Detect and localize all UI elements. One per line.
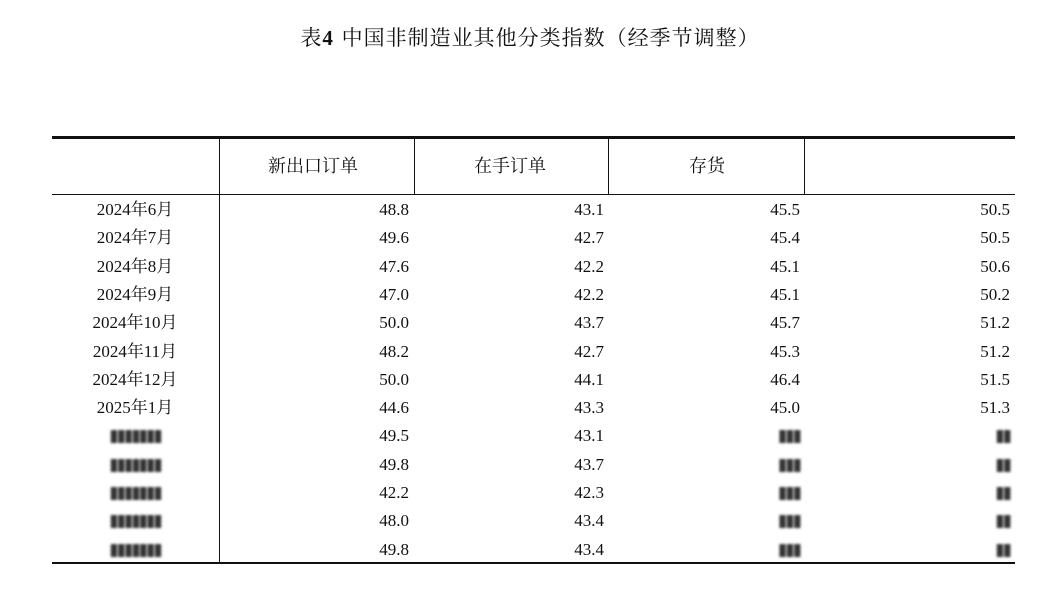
row-value-cell: 44.1 (574, 369, 604, 389)
row-month-cell: 2024年11月 (92, 341, 178, 361)
row-month-cell: 2024年10月 (92, 313, 178, 333)
illegible-value-smudge: ▮▮ (995, 483, 1010, 502)
row-value-cell: 43.3 (574, 398, 604, 418)
row-value-cell: 43.1 (574, 426, 604, 446)
scan-fade (925, 110, 1025, 134)
table-header-rule (52, 194, 1015, 195)
row-value-cell: 42.7 (574, 341, 604, 361)
row-month-cell: 2025年1月 (96, 398, 174, 418)
column-divider (414, 138, 415, 194)
row-month-cell: 2024年9月 (96, 284, 174, 304)
table-row (52, 394, 1015, 422)
row-value-cell: 42.2 (574, 284, 604, 304)
row-month-cell: 2024年6月 (96, 200, 174, 219)
row-value-cell: 43.7 (574, 313, 604, 333)
table-row (52, 422, 1015, 450)
row-value-cell: 49.5 (379, 426, 409, 446)
illegible-value-smudge: ▮▮▮ (777, 511, 800, 531)
row-value-cell: 45.7 (770, 313, 800, 333)
row-month-cell: 2024年7月 (96, 228, 174, 248)
row-value-cell: 43.1 (574, 200, 604, 219)
table-row (52, 536, 1015, 564)
row-value-cell: 44.6 (379, 398, 409, 418)
row-value-cell: 50.0 (379, 369, 409, 389)
row-value-cell: 50.0 (379, 313, 409, 333)
table-row (52, 338, 1015, 366)
header-new-export-orders: 新出口订单 (268, 156, 358, 177)
row-value-cell: 45.1 (770, 284, 800, 304)
row-value-cell: 51.2 (980, 341, 1010, 361)
row-value-cell: 51.3 (980, 398, 1010, 418)
row-value-cell: 48.2 (379, 341, 409, 361)
illegible-month-smudge: ▮▮▮▮▮▮▮ (109, 454, 161, 474)
row-value-cell: 43.4 (574, 539, 604, 559)
row-value-cell: 50.6 (980, 256, 1010, 276)
table-row (52, 507, 1015, 535)
row-value-cell: 42.2 (379, 483, 409, 502)
row-value-cell: 43.4 (574, 511, 604, 531)
table-row (52, 479, 1015, 507)
row-month-cell: 2024年12月 (92, 369, 178, 389)
illegible-value-smudge: ▮▮▮ (777, 426, 800, 446)
row-value-cell: 45.0 (770, 398, 800, 418)
row-value-cell: 42.2 (574, 256, 604, 276)
row-value-cell: 45.3 (770, 341, 800, 361)
row-value-cell: 46.4 (770, 369, 800, 389)
row-value-cell: 45.1 (770, 256, 800, 276)
table-row (52, 451, 1015, 479)
illegible-value-smudge: ▮▮ (995, 511, 1010, 531)
row-value-cell: 43.7 (574, 454, 604, 474)
illegible-value-smudge: ▮▮ (995, 426, 1010, 446)
row-value-cell: 50.5 (980, 228, 1010, 248)
row-value-cell: 48.8 (379, 200, 409, 219)
row-value-cell: 48.0 (379, 511, 409, 531)
illegible-value-smudge: ▮▮▮ (777, 539, 800, 559)
illegible-month-smudge: ▮▮▮▮▮▮▮ (109, 426, 161, 446)
row-value-cell: 49.8 (379, 454, 409, 474)
row-value-cell: 47.6 (379, 256, 409, 276)
table-row (52, 224, 1015, 252)
row-value-cell: 51.2 (980, 313, 1010, 333)
row-value-cell: 42.3 (574, 483, 604, 502)
illegible-value-smudge: ▮▮▮ (777, 454, 800, 474)
title-number: 4 (322, 26, 334, 50)
table-row (52, 196, 1015, 224)
illegible-month-smudge: ▮▮▮▮▮▮▮ (109, 483, 161, 502)
row-value-cell: 42.7 (574, 228, 604, 248)
illegible-value-smudge: ▮▮ (995, 454, 1010, 474)
row-month-cell: 2024年8月 (96, 256, 174, 276)
table-row (52, 281, 1015, 309)
table-top-rule (52, 136, 1015, 139)
row-value-cell: 49.6 (379, 228, 409, 248)
column-divider (804, 138, 805, 194)
table-row (52, 253, 1015, 281)
row-value-cell: 50.5 (980, 200, 1010, 219)
row-value-cell: 45.5 (770, 200, 800, 219)
table-row (52, 366, 1015, 394)
table-row (52, 309, 1015, 337)
row-value-cell: 50.2 (980, 284, 1010, 304)
row-value-cell: 47.0 (379, 284, 409, 304)
title-text: 中国非制造业其他分类指数（经季节调整） (333, 26, 760, 50)
illegible-month-smudge: ▮▮▮▮▮▮▮ (109, 539, 161, 559)
table-title (0, 22, 1060, 52)
header-inventory: 存货 (689, 156, 725, 177)
illegible-month-smudge: ▮▮▮▮▮▮▮ (109, 511, 161, 531)
header-backlog-orders: 在手订单 (474, 156, 546, 177)
row-value-cell: 49.8 (379, 539, 409, 559)
title-prefix: 表 (300, 26, 323, 50)
column-divider (608, 138, 609, 194)
row-value-cell: 51.5 (980, 369, 1010, 389)
row-value-cell: 45.4 (770, 228, 800, 248)
illegible-value-smudge: ▮▮▮ (777, 483, 800, 502)
illegible-value-smudge: ▮▮ (995, 539, 1010, 559)
